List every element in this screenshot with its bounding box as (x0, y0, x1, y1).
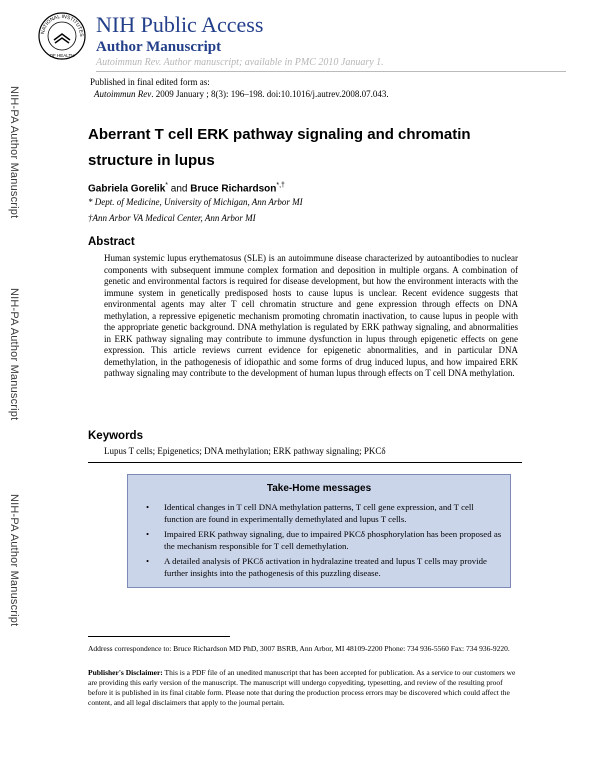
citation-detail: . 2009 January ; 8(3): 196–198. doi:10.1016/j.autrev.2008.07.043. (151, 89, 389, 99)
disclaimer-label: Publisher's Disclaimer: (88, 668, 163, 677)
journal-name: Autoimmun Rev (94, 89, 152, 99)
sidebar-label-2: NIH-PA Author Manuscript (8, 288, 20, 421)
publication-info (90, 76, 389, 100)
svg-text:OF HEALTH: OF HEALTH (49, 53, 75, 58)
keywords-divider (88, 462, 522, 463)
keywords-heading-wrap (88, 430, 143, 442)
affiliation-2: †Ann Arbor VA Medical Center, Ann Arbor MI (88, 213, 256, 223)
bullet-icon: • (146, 556, 150, 567)
keywords-heading: Keywords (88, 430, 143, 442)
abstract-heading: Abstract (88, 236, 135, 248)
author-manuscript-title: Author Manuscript (96, 39, 222, 55)
publisher-disclaimer (88, 668, 520, 708)
author-mark: * (165, 182, 168, 189)
take-home-item (146, 529, 504, 552)
sidebar-label-3: NIH-PA Author Manuscript (8, 494, 20, 627)
nih-logo-icon (38, 12, 86, 60)
nih-public-access-title: NIH Public Access (96, 12, 264, 37)
take-home-box (127, 474, 511, 588)
take-home-item (146, 556, 504, 579)
abstract-heading-wrap (88, 236, 135, 248)
author-mark: *,† (276, 182, 285, 189)
footnote-divider (88, 636, 230, 637)
article-title: Aberrant T cell ERK pathway signaling and chromatin structure in lupus (88, 126, 471, 169)
sidebar-label-1: NIH-PA Author Manuscript (8, 86, 20, 219)
keywords-text: Lupus T cells; Epigenetics; DNA methylation; ERK pathway signaling; PKCδ (104, 446, 386, 456)
author-conjunction: and (170, 183, 188, 195)
bullet-icon: • (146, 529, 150, 540)
author-line (88, 182, 285, 194)
published-label: Published in final edited form as: (90, 77, 210, 87)
author-name: Bruce Richardson (190, 183, 277, 195)
affiliation-1: * Dept. of Medicine, University of Michigan, Ann Arbor MI (88, 197, 303, 207)
take-home-item-text: Impaired ERK pathway signaling, due to impaired PKCδ phosphorylation has been proposed as the mechanism responsible for T cell demethylation. (164, 529, 502, 551)
author-name: Gabriela Gorelik (88, 183, 166, 195)
abstract-text: Human systemic lupus erythematosus (SLE) is an autoimmune disease characterized by autoantibodies to nuclear components with subsequent immune complex formation and deposition in multiple organs. A combination of genetic and environmental factors is required for disease development, but how the environment interacts with the immune system in genetically predisposed hosts to cause lupus is unclear. Recent evidence suggests that environmental agents may alter T cell chromatin structure and gene expression through effects on DNA methylation, a repressive epigenetic mechanism promoting chromatin inactivation, to cause lupus in people with the appropriate genetic background. DNA methylation is regulated by ERK pathway signaling, and abnormalities in ERK pathway signaling may contribute to immune dysfunction in lupus through epigenetic effects on gene expression. This article reviews current evidence for epigenetic abnormalities, and in particular DNA demethylation, in the pathogenesis of idiopathic and some forms of drug induced lupus, and how impaired ERK pathway signaling may contribute to the development of human lupus through effects on T cell DNA methylation. (104, 253, 518, 378)
correspondence-footnote: Address correspondence to: Bruce Richardson MD PhD, 3007 BSRB, Ann Arbor, MI 48109-2200 Phone: 734 936-5560 Fax: 734 936-9220. (88, 644, 510, 653)
availability-line: Autoimmun Rev. Author manuscript; available in PMC 2010 January 1. (96, 57, 384, 68)
take-home-item (146, 502, 504, 525)
bullet-icon: • (146, 502, 150, 512)
take-home-list (146, 502, 504, 584)
header-divider (96, 71, 566, 72)
take-home-item-text: Identical changes in T cell DNA methylation patterns, T cell gene expression, and T cell function are found in experimentally demethylated and lupus T cells. (164, 502, 474, 524)
svg-text:NATIONAL INSTITUTES: NATIONAL INSTITUTES (40, 13, 85, 37)
citation-line (90, 88, 389, 100)
take-home-item-text: A detailed analysis of PKCδ activation in hydralazine treated and lupus T cells may provide further insights into the pathogenesis of this puzzling disease. (164, 556, 487, 578)
disclaimer-text: This is a PDF file of an unedited manuscript that has been accepted for publication. As a service to our customers we are providing this early version of the manuscript. The manuscript will undergo copyediting, typesetting, and review of the resulting proof before it is published in its final citable form. Please note that during the production process errors may be discovered which could affect the content, and all legal disclaimers that apply to the journal pertain. (88, 668, 516, 707)
take-home-title: Take-Home messages (266, 483, 372, 494)
